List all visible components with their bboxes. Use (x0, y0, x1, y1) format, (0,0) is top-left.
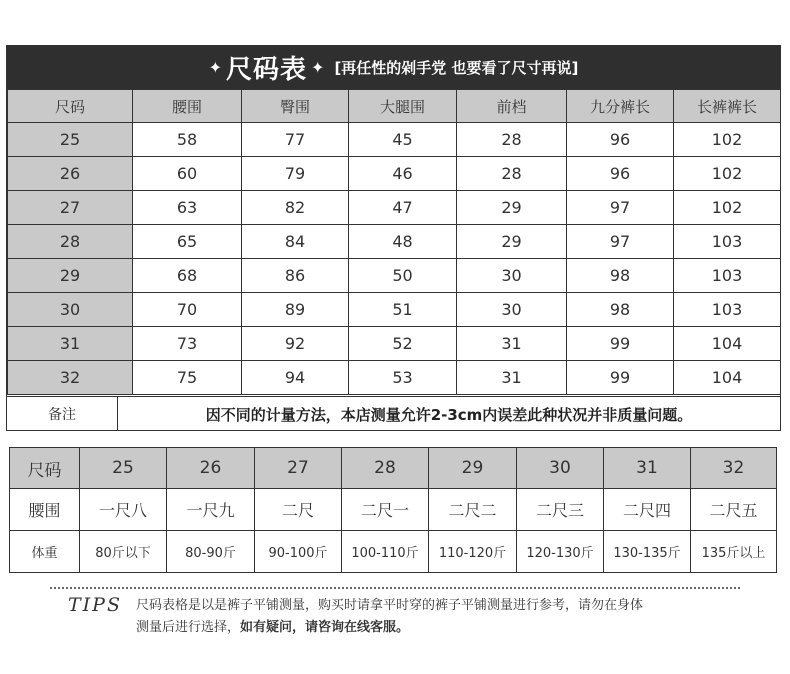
table-cell: 79 (242, 157, 349, 191)
tips-label: TIPS (68, 594, 122, 616)
size-measure-grid (7, 89, 781, 395)
table-cell: 31 (604, 448, 691, 489)
table-cell: 二尺五 (691, 489, 777, 531)
page-title: 尺码表 (226, 55, 308, 85)
tips-line-2 (136, 617, 756, 639)
note-row (7, 396, 780, 431)
header-cell: 九分裤长 (567, 90, 674, 123)
table-cell: 103 (674, 293, 781, 327)
table-cell: 120-130斤 (517, 531, 604, 573)
table-cell: 28 (342, 448, 429, 489)
table-cell: 84 (242, 225, 349, 259)
table-row (8, 259, 781, 293)
table-row (10, 448, 777, 489)
table-cell: 53 (349, 361, 457, 395)
table-cell: 29 (429, 448, 517, 489)
table-cell: 80斤以下 (80, 531, 167, 573)
sparkle-left-icon: ✦ (208, 58, 223, 77)
table-row (8, 361, 781, 395)
table-cell: 96 (567, 123, 674, 157)
table-cell: 二尺 (255, 489, 342, 531)
size-cell: 26 (8, 157, 133, 191)
table-cell: 30 (517, 448, 604, 489)
table-cell: 103 (674, 259, 781, 293)
size-cell: 28 (8, 225, 133, 259)
table-cell: 30 (457, 293, 567, 327)
table-cell: 28 (457, 157, 567, 191)
table-cell: 63 (133, 191, 242, 225)
table-row (8, 157, 781, 191)
table-cell: 二尺三 (517, 489, 604, 531)
table-row (8, 327, 781, 361)
table-cell: 86 (242, 259, 349, 293)
table-cell: 25 (80, 448, 167, 489)
table-cell: 135斤以上 (691, 531, 777, 573)
table-cell: 100-110斤 (342, 531, 429, 573)
table-row (8, 123, 781, 157)
table-cell: 一尺八 (80, 489, 167, 531)
sparkle-right-icon: ✦ (311, 58, 325, 77)
header-cell: 大腿围 (349, 90, 457, 123)
table-cell: 47 (349, 191, 457, 225)
tips-line-1: 尺码表格是以是裤子平铺测量，购买时请拿平时穿的裤子平铺测量进行参考，请勿在身体 (136, 598, 644, 613)
header-row (8, 90, 781, 123)
table-cell: 94 (242, 361, 349, 395)
table-cell: 99 (567, 361, 674, 395)
table-cell: 97 (567, 191, 674, 225)
table-cell: 45 (349, 123, 457, 157)
table-row (8, 191, 781, 225)
table-cell: 二尺二 (429, 489, 517, 531)
note-label: 备注 (7, 397, 118, 431)
table-cell: 97 (567, 225, 674, 259)
table-cell: 68 (133, 259, 242, 293)
table-cell: 110-120斤 (429, 531, 517, 573)
table-cell: 58 (133, 123, 242, 157)
table-cell: 82 (242, 191, 349, 225)
table-cell: 90-100斤 (255, 531, 342, 573)
table-row (8, 293, 781, 327)
page-subtitle: [再任性的剁手党 也要看了尺寸再说] (334, 59, 579, 77)
header-cell: 长裤裤长 (674, 90, 781, 123)
table-cell: 103 (674, 225, 781, 259)
size-cell: 27 (8, 191, 133, 225)
table-cell: 31 (457, 327, 567, 361)
table-cell: 99 (567, 327, 674, 361)
table-cell: 二尺四 (604, 489, 691, 531)
table-cell: 一尺九 (167, 489, 255, 531)
table-cell: 73 (133, 327, 242, 361)
weight-waist-table (9, 447, 777, 573)
dotted-divider (50, 587, 740, 589)
table-cell: 98 (567, 293, 674, 327)
size-cell: 25 (8, 123, 133, 157)
header-cell: 前档 (457, 90, 567, 123)
row-header: 尺码 (10, 448, 80, 489)
table-cell: 二尺一 (342, 489, 429, 531)
table-cell: 130-135斤 (604, 531, 691, 573)
size-chart-table (6, 45, 781, 431)
tips-line-2-normal: 测量后进行选择， (136, 620, 241, 635)
table-cell: 27 (255, 448, 342, 489)
tips-line-2-bold: 如有疑问，请咨询在线客服。 (240, 620, 410, 635)
table-cell: 52 (349, 327, 457, 361)
table-cell: 26 (167, 448, 255, 489)
table-cell: 31 (457, 361, 567, 395)
table-cell: 102 (674, 191, 781, 225)
table-cell: 96 (567, 157, 674, 191)
tips-text (136, 595, 756, 639)
table-cell: 98 (567, 259, 674, 293)
table-cell: 65 (133, 225, 242, 259)
header-cell: 尺码 (8, 90, 133, 123)
table-cell: 75 (133, 361, 242, 395)
table-cell: 50 (349, 259, 457, 293)
table-cell: 102 (674, 157, 781, 191)
table-cell: 92 (242, 327, 349, 361)
table-cell: 89 (242, 293, 349, 327)
table-cell: 77 (242, 123, 349, 157)
size-cell: 31 (8, 327, 133, 361)
row-header: 体重 (10, 531, 80, 573)
table-row (8, 225, 781, 259)
table-cell: 30 (457, 259, 567, 293)
table-cell: 29 (457, 225, 567, 259)
size-cell: 30 (8, 293, 133, 327)
table-cell: 70 (133, 293, 242, 327)
table-cell: 32 (691, 448, 777, 489)
header-cell: 臀围 (242, 90, 349, 123)
table-cell: 28 (457, 123, 567, 157)
size-cell: 29 (8, 259, 133, 293)
table-cell: 29 (457, 191, 567, 225)
table-row (10, 489, 777, 531)
title-bar (7, 46, 780, 89)
size-cell: 32 (8, 361, 133, 395)
table-row (10, 531, 777, 573)
row-header: 腰围 (10, 489, 80, 531)
table-cell: 80-90斤 (167, 531, 255, 573)
note-text: 因不同的计量方法，本店测量允许2-3cm内误差此种状况并非质量问题。 (205, 405, 693, 424)
table-cell: 60 (133, 157, 242, 191)
table-cell: 102 (674, 123, 781, 157)
table-cell: 104 (674, 361, 781, 395)
header-cell: 腰围 (133, 90, 242, 123)
table-cell: 104 (674, 327, 781, 361)
table-cell: 46 (349, 157, 457, 191)
table-cell: 48 (349, 225, 457, 259)
table-cell: 51 (349, 293, 457, 327)
